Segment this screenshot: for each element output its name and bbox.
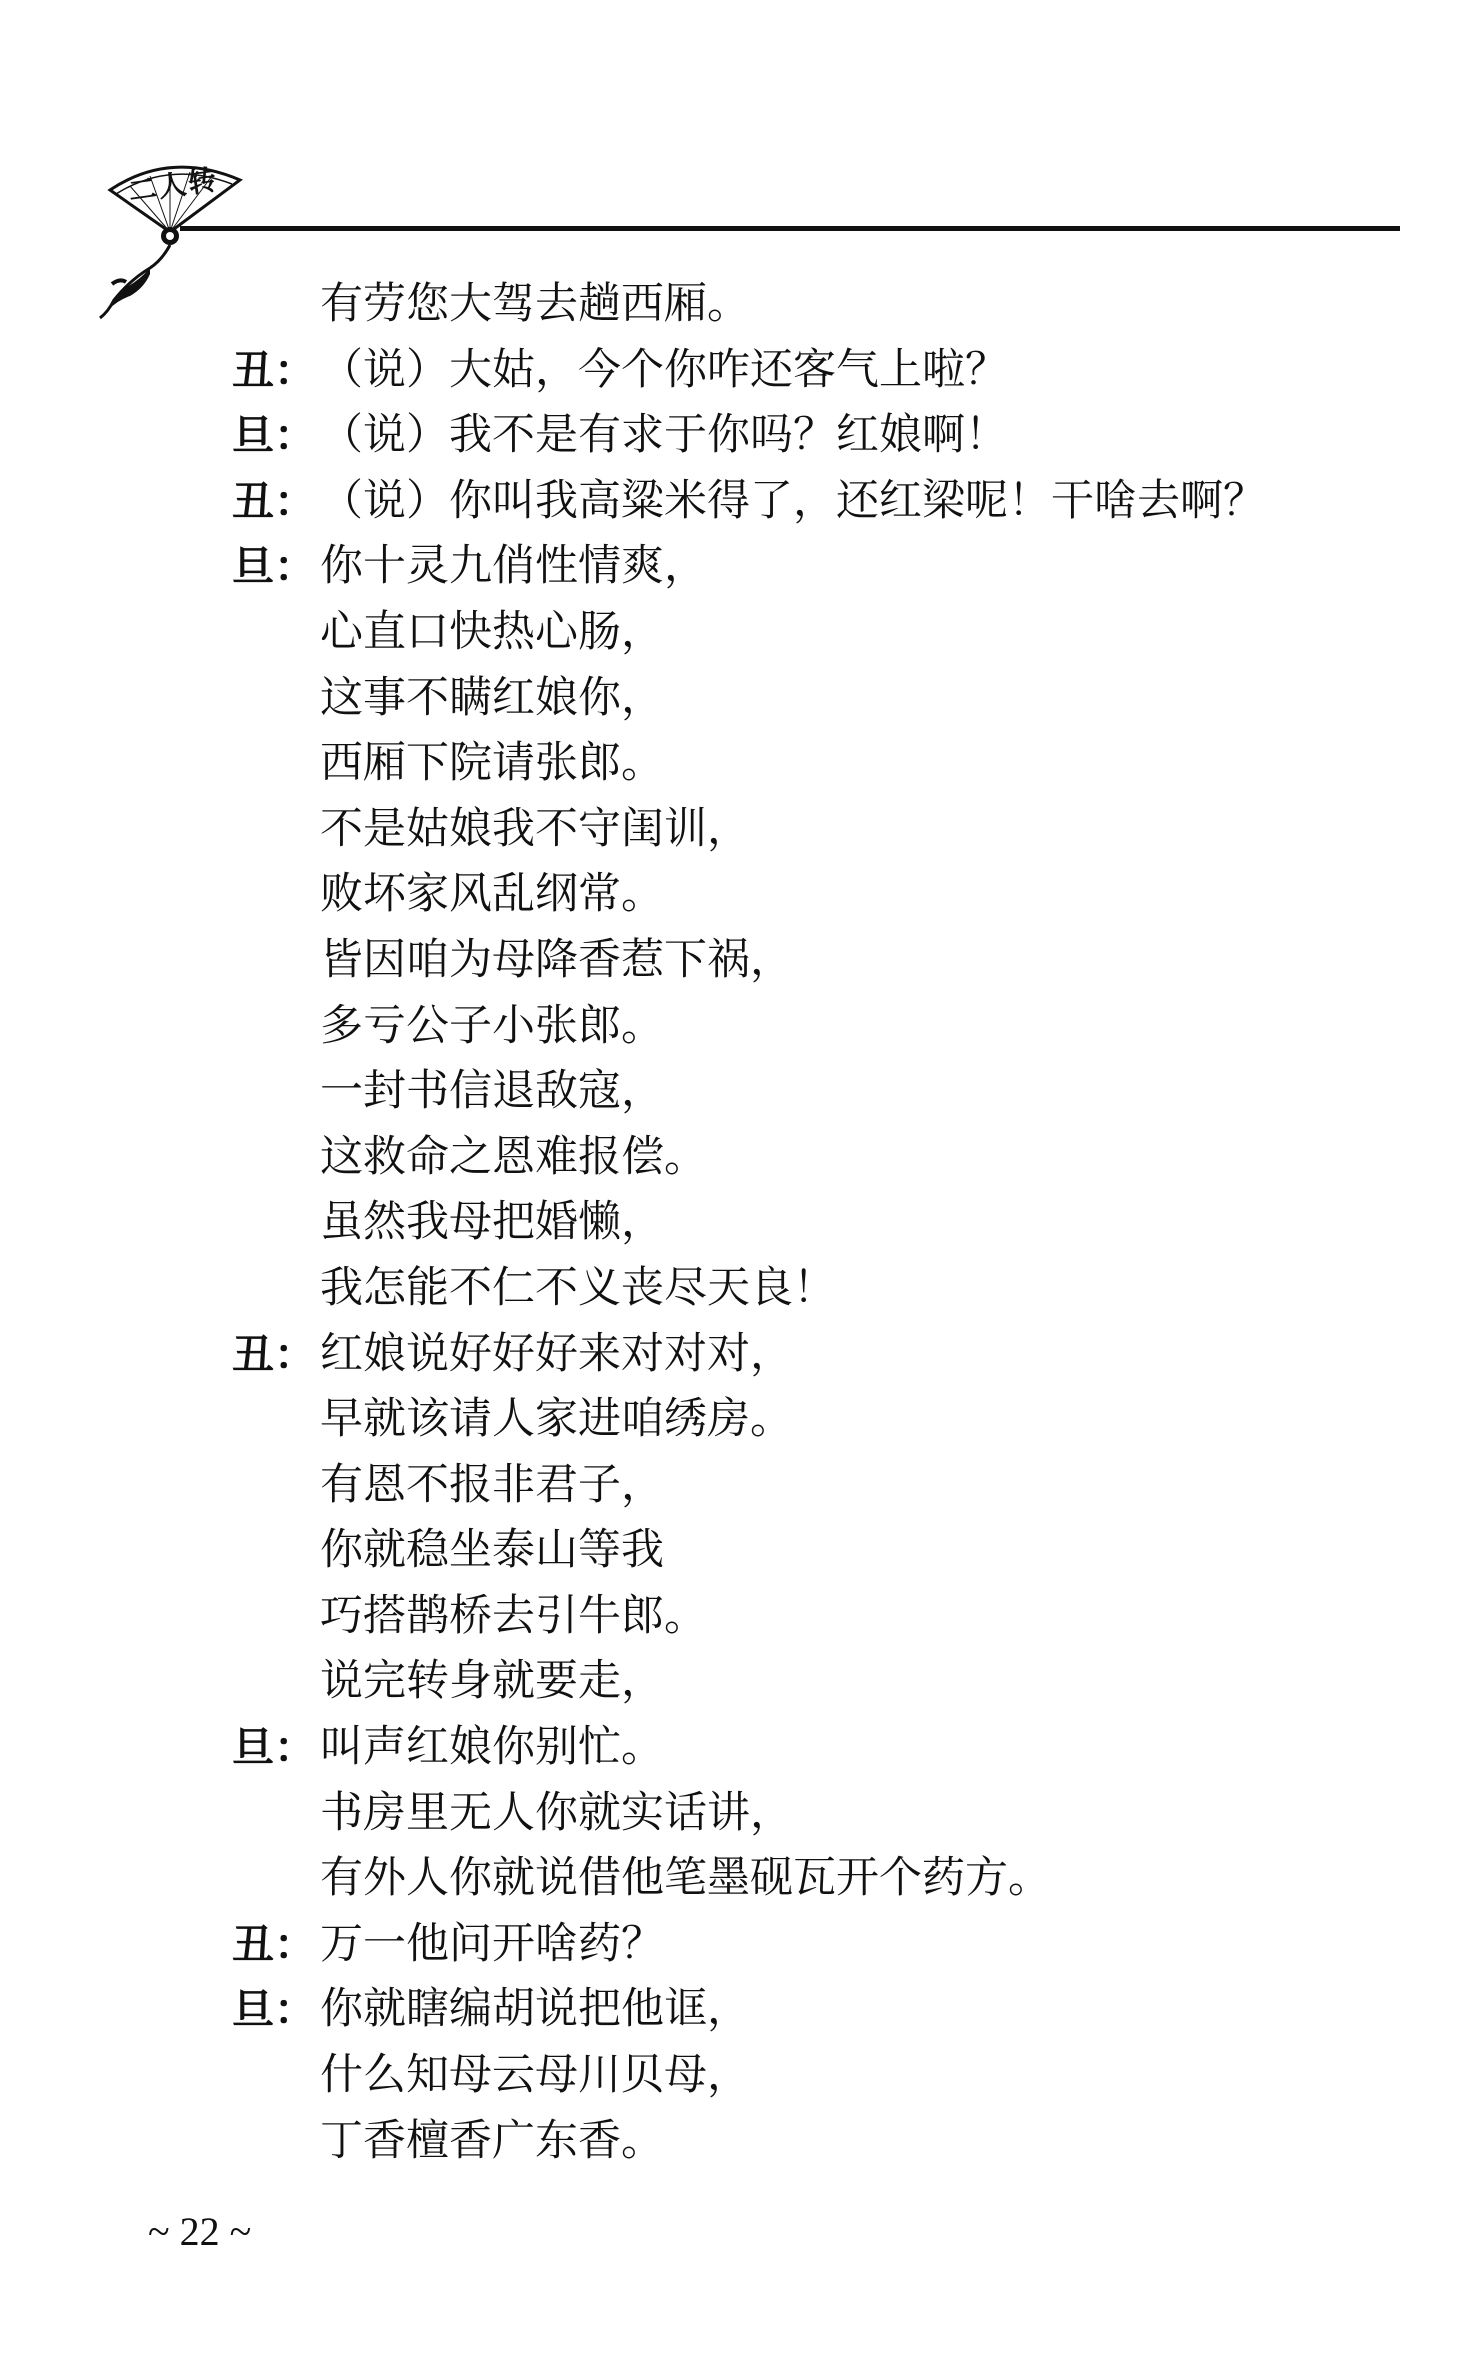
speaker-label: 旦： — [232, 542, 317, 592]
script-line — [232, 1781, 1382, 1847]
line-text: 皆因咱为母降香惹下祸， — [320, 934, 793, 985]
line-text: 书房里无人你就实话讲， — [320, 1787, 793, 1838]
line-text: 西厢下院请张郎。 — [320, 738, 664, 789]
line-text: 说完转身就要走， — [320, 1656, 664, 1707]
line-text: 红娘说好好好来对对对， — [320, 1328, 793, 1379]
script-line — [232, 862, 1382, 928]
script-line — [232, 1059, 1382, 1125]
line-text: 心直口快热心肠， — [320, 606, 664, 657]
line-text: 叫声红娘你别忙。 — [320, 1722, 664, 1773]
script-line — [232, 666, 1382, 732]
speaker-label: 旦： — [232, 1985, 317, 2035]
script-line — [232, 1649, 1382, 1715]
line-text: 不是姑娘我不守闺训， — [320, 803, 750, 854]
script-line — [232, 1518, 1382, 1584]
script-line — [232, 797, 1382, 863]
script-line — [232, 534, 1382, 600]
script-line — [232, 994, 1382, 1060]
page-number: ~ 22 ~ — [148, 2209, 252, 2254]
script-line — [232, 1584, 1382, 1650]
line-text: （说）我不是有求于你吗？红娘啊！ — [320, 410, 1008, 461]
header-rule — [180, 226, 1400, 231]
line-text: （说）你叫我高粱米得了，还红梁呢！干啥去啊？ — [320, 475, 1266, 526]
speaker-label: 丑： — [232, 1329, 317, 1379]
script-line — [232, 2109, 1382, 2175]
speaker-label: 丑： — [232, 345, 317, 395]
line-text: 巧搭鹊桥去引牛郎。 — [320, 1590, 707, 1641]
script-line — [232, 1846, 1382, 1912]
line-text: 万一他问开啥药？ — [320, 1918, 664, 1969]
script-line — [232, 1387, 1382, 1453]
script-line — [232, 469, 1382, 535]
script-line — [232, 1322, 1382, 1388]
speaker-label: 丑： — [232, 1919, 317, 1969]
line-text: 早就该请人家进咱绣房。 — [320, 1394, 793, 1445]
script-line — [232, 1977, 1382, 2043]
line-text: 什么知母云母川贝母， — [320, 2050, 750, 2101]
script-line — [232, 2043, 1382, 2109]
line-text: 你十灵九俏性情爽， — [320, 541, 707, 592]
script-line — [232, 600, 1382, 666]
script-line — [232, 338, 1382, 404]
script-line — [232, 1715, 1382, 1781]
line-text: 有外人你就说借他笔墨砚瓦开个药方。 — [320, 1853, 1051, 1904]
line-text: 你就稳坐泰山等我 — [320, 1525, 664, 1576]
script-line — [232, 1453, 1382, 1519]
line-text: （说）大姑，今个你咋还客气上啦？ — [320, 344, 1008, 395]
line-text: 这救命之恩难报偿。 — [320, 1131, 707, 1182]
script-body — [232, 272, 1382, 2174]
speaker-label: 丑： — [232, 476, 317, 526]
fan-title: 二人转 — [126, 162, 221, 209]
line-text: 丁香檀香广东香。 — [320, 2115, 664, 2166]
script-line — [232, 1256, 1382, 1322]
line-text: 一封书信退敌寇， — [320, 1066, 664, 1117]
script-line — [232, 731, 1382, 797]
speaker-label: 旦： — [232, 411, 317, 461]
line-text: 有劳您大驾去趟西厢。 — [320, 279, 750, 329]
script-line — [232, 272, 1382, 338]
line-text: 我怎能不仁不义丧尽天良！ — [320, 1262, 836, 1313]
line-text: 多亏公子小张郎。 — [320, 1000, 664, 1051]
line-text: 有恩不报非君子， — [320, 1459, 664, 1510]
line-text: 败坏家风乱纲常。 — [320, 869, 664, 920]
script-line — [232, 1912, 1382, 1978]
script-line — [232, 403, 1382, 469]
line-text: 你就瞎编胡说把他诓， — [320, 1984, 750, 2035]
speaker-label: 旦： — [232, 1723, 317, 1773]
script-line — [232, 928, 1382, 994]
script-line — [232, 1190, 1382, 1256]
line-text: 这事不瞒红娘你， — [320, 672, 664, 723]
script-line — [232, 1125, 1382, 1191]
line-text: 虽然我母把婚懒， — [320, 1197, 664, 1248]
